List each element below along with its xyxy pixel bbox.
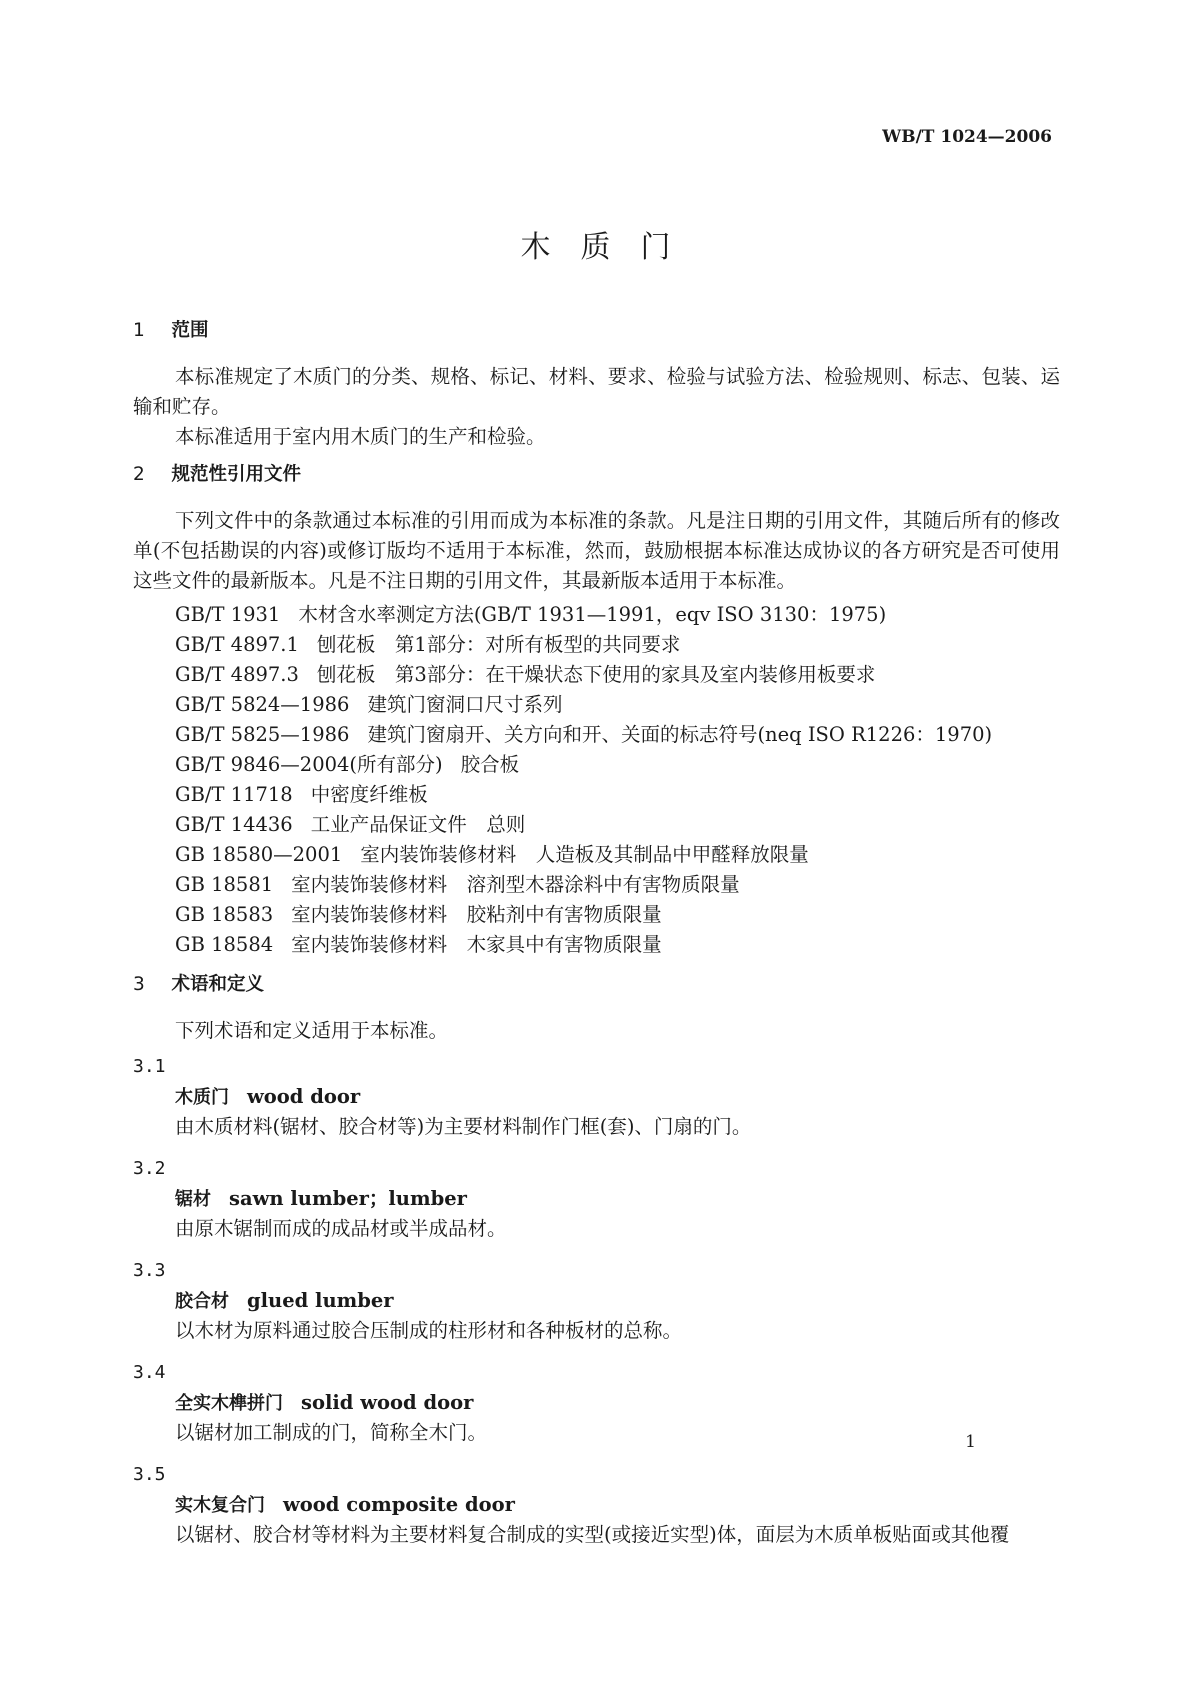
section-2-heading (133, 460, 1060, 496)
standard-code: WB/T 1024—2006 (882, 127, 1052, 147)
reference-item (133, 600, 1060, 630)
term-number: 3.2 (133, 1158, 166, 1179)
reference-code: GB/T 9846—2004(所有部分) (175, 753, 443, 776)
reference-item (133, 780, 1060, 810)
reference-item (133, 660, 1060, 690)
section-title: 术语和定义 (171, 974, 264, 995)
reference-item (133, 720, 1060, 750)
section-1-heading (133, 316, 1060, 352)
reference-title: 建筑门窗扇开、关方向和开、关面的标志符号(neq ISO R1226：1970) (367, 723, 993, 746)
section-number: 2 (133, 464, 145, 485)
term-definition: 由木质材料(锯材、胶合材等)为主要材料制作门框(套)、门扇的门。 (175, 1115, 752, 1138)
term-heading (133, 1490, 1060, 1520)
reference-code: GB/T 5825—1986 (175, 723, 350, 746)
references-intro: 下列文件中的条款通过本标准的引用而成为本标准的条款。凡是注日期的引用文件，其随后所有的修改单(不包括勘误的内容)或修订版均不适用于本标准，然而，鼓励根据本标准达成协议的各方研究是否可使用这些文件的最新版本。凡是不注日期的引用文件，其最新版本适用于本标准。 (133, 509, 1060, 592)
terms-intro: 下列术语和定义适用于本标准。 (175, 1019, 449, 1042)
section-number: 3 (133, 974, 145, 995)
document-title: 木 质 门 (520, 230, 671, 265)
reference-item (133, 750, 1060, 780)
reference-title: 室内装饰装修材料 木家具中有害物质限量 (291, 933, 662, 956)
term-heading (133, 1082, 1060, 1112)
scope-paragraph-1: 本标准规定了木质门的分类、规格、标记、材料、要求、检验与试验方法、检验规则、标志、包装、运输和贮存。 (133, 365, 1060, 418)
reference-title: 胶合板 (460, 753, 520, 776)
reference-code: GB 18581 (175, 873, 274, 896)
section-title: 规范性引用文件 (171, 464, 301, 485)
term-definition: 以锯材、胶合材等材料为主要材料复合制成的实型(或接近实型)体，面层为木质单板贴面或其他覆 (175, 1523, 1010, 1546)
document-body (133, 316, 1060, 1562)
term-en: wood composite door (283, 1493, 515, 1516)
section-title: 范围 (171, 320, 209, 341)
term-zh: 木质门 (175, 1087, 229, 1108)
term-en: sawn lumber；lumber (229, 1187, 467, 1210)
reference-item (133, 900, 1060, 930)
reference-title: 室内装饰装修材料 人造板及其制品中甲醛释放限量 (360, 843, 809, 866)
reference-item (133, 690, 1060, 720)
reference-code: GB/T 5824—1986 (175, 693, 350, 716)
reference-item (133, 810, 1060, 840)
reference-code: GB 18583 (175, 903, 274, 926)
reference-title: 刨花板 第1部分：对所有板型的共同要求 (316, 633, 681, 656)
reference-item (133, 870, 1060, 900)
reference-title: 中密度纤维板 (310, 783, 428, 806)
term-heading (133, 1286, 1060, 1316)
reference-code: GB 18584 (175, 933, 274, 956)
section-number: 1 (133, 320, 145, 341)
term-number: 3.3 (133, 1260, 166, 1281)
term-en: wood door (247, 1085, 361, 1108)
reference-item (133, 840, 1060, 870)
reference-code: GB/T 4897.3 (175, 663, 299, 686)
term-heading (133, 1184, 1060, 1214)
reference-title: 木材含水率测定方法(GB/T 1931—1991，eqv ISO 3130：1975) (298, 603, 887, 626)
term-number: 3.5 (133, 1464, 166, 1485)
term-zh: 全实木榫拼门 (175, 1393, 283, 1414)
section-3-heading (133, 970, 1060, 1006)
term-heading (133, 1388, 1060, 1418)
term-number: 3.4 (133, 1362, 166, 1383)
term-zh: 锯材 (175, 1189, 211, 1210)
reference-title: 室内装饰装修材料 胶粘剂中有害物质限量 (291, 903, 662, 926)
term-definition: 以锯材加工制成的门，简称全木门。 (175, 1421, 488, 1444)
reference-title: 工业产品保证文件 总则 (310, 813, 526, 836)
reference-title: 室内装饰装修材料 溶剂型木器涂料中有害物质限量 (291, 873, 740, 896)
reference-code: GB 18580—2001 (175, 843, 343, 866)
reference-code: GB/T 14436 (175, 813, 293, 836)
reference-title: 刨花板 第3部分：在干燥状态下使用的家具及室内装修用板要求 (316, 663, 876, 686)
reference-item (133, 630, 1060, 660)
term-zh: 胶合材 (175, 1291, 229, 1312)
term-definition: 由原木锯制而成的成品材或半成品材。 (175, 1217, 507, 1240)
reference-list (133, 600, 1060, 960)
reference-code: GB/T 11718 (175, 783, 293, 806)
reference-title: 建筑门窗洞口尺寸系列 (367, 693, 563, 716)
term-en: solid wood door (301, 1391, 474, 1414)
reference-item (133, 930, 1060, 960)
term-en: glued lumber (247, 1289, 394, 1312)
reference-code: GB/T 1931 (175, 603, 281, 626)
term-zh: 实木复合门 (175, 1495, 265, 1516)
page-number: 1 (965, 1432, 976, 1452)
term-definition: 以木材为原料通过胶合压制成的柱形材和各种板材的总称。 (175, 1319, 683, 1342)
scope-paragraph-2: 本标准适用于室内用木质门的生产和检验。 (175, 425, 546, 448)
reference-code: GB/T 4897.1 (175, 633, 299, 656)
term-number: 3.1 (133, 1056, 166, 1077)
